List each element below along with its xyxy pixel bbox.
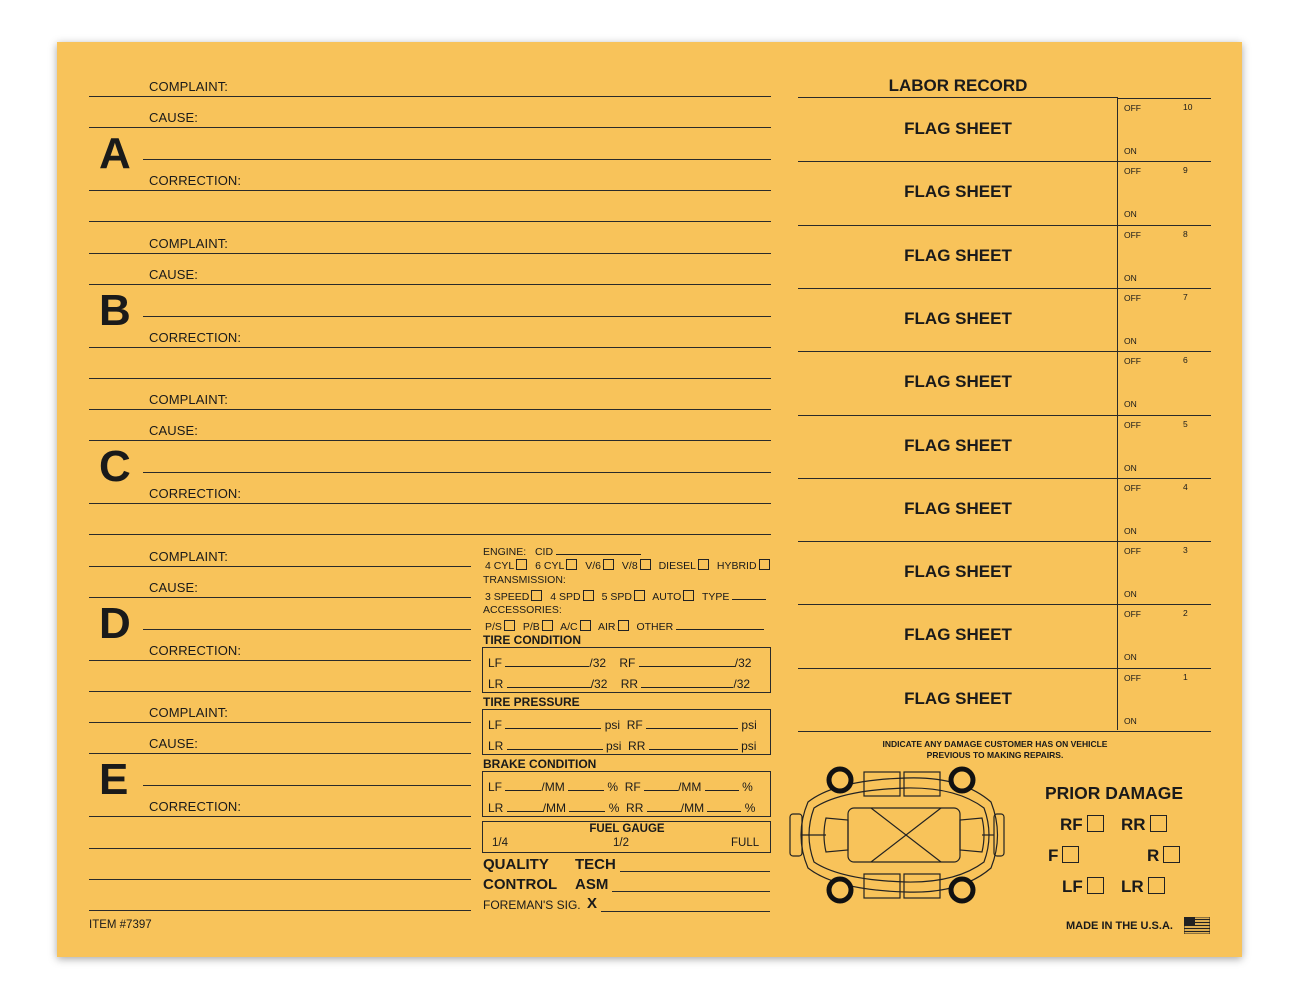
correction-label: CORRECTION: (149, 799, 242, 814)
on-label: ON (1124, 652, 1137, 663)
tp-rf-field[interactable] (646, 718, 738, 729)
flag-sheet-row-line[interactable] (798, 288, 1211, 289)
acc-other-field[interactable] (676, 619, 764, 630)
off-label: OFF (1124, 103, 1141, 113)
tire-press-front (488, 718, 757, 732)
bc-lf-label: LF (488, 780, 503, 794)
cid-field[interactable] (556, 544, 641, 555)
pd-r[interactable] (1147, 846, 1180, 866)
bc-rr-label: RR (626, 801, 644, 815)
section-a-line[interactable] (89, 221, 771, 222)
engine-hybrid-label: HYBRID (716, 560, 757, 572)
tech-label: TECH (575, 856, 616, 873)
on-label: ON (1124, 146, 1137, 156)
flag-sheet-row-line[interactable] (798, 604, 1211, 605)
cause-label: CAUSE: (149, 267, 199, 282)
damage-note (830, 739, 1160, 760)
tc-rf-label: RF (619, 656, 636, 670)
pd-lr-label: LR (1121, 877, 1144, 896)
pd-r-label: R (1147, 846, 1160, 865)
tp-lf-field[interactable] (505, 718, 601, 729)
bc-rr-pct: % (744, 801, 756, 815)
asm-label: ASM (575, 876, 609, 893)
accessories-options (485, 619, 764, 633)
tp-lf-unit: psi (604, 718, 621, 732)
flag-sheet-label: FLAG SHEET (904, 308, 1012, 328)
flag-sheet-row-line[interactable] (798, 225, 1211, 226)
acc-ps-checkbox[interactable] (504, 620, 515, 631)
acc-ac-checkbox[interactable] (580, 620, 591, 631)
front-bumper (790, 814, 802, 856)
complaint-label: COMPLAINT: (149, 236, 229, 251)
tc-rf-unit: /32 (734, 656, 752, 670)
section-b-line[interactable] (89, 378, 771, 379)
flag-number: 2 (1183, 608, 1188, 619)
engine-diesel-label: DIESEL (658, 560, 696, 572)
section-letter: D (99, 599, 131, 648)
on-label: ON (1124, 715, 1137, 726)
tire-cond-front (488, 656, 751, 670)
bc-lf-mm: /MM (541, 780, 565, 794)
tc-lr-field[interactable] (507, 677, 591, 688)
made-in-usa: MADE IN THE U.S.A. (1066, 920, 1173, 932)
off-label: OFF (1124, 482, 1141, 493)
trans-auto-checkbox[interactable] (683, 590, 694, 601)
trans-type-label: TYPE (701, 591, 730, 603)
pd-rr-checkbox[interactable] (1150, 815, 1167, 832)
flag-sheet-label: FLAG SHEET (904, 625, 1012, 645)
flag-number: 7 (1183, 291, 1188, 302)
flag-sheet-row-line[interactable] (798, 478, 1211, 479)
rear-window (960, 818, 984, 852)
engine-4cyl-checkbox[interactable] (516, 559, 527, 570)
tp-lr-unit: psi (606, 739, 622, 753)
foreman-signature-line[interactable] (601, 911, 770, 912)
off-label: OFF (1124, 419, 1141, 430)
on-label: ON (1124, 335, 1137, 346)
tp-rf-label: RF (626, 718, 643, 732)
section-b-line[interactable] (89, 253, 771, 254)
transmission-options (485, 589, 766, 603)
flag-number: 5 (1183, 418, 1188, 429)
flag-sheet-label: FLAG SHEET (904, 562, 1012, 582)
bc-rf-mm: /MM (678, 780, 702, 794)
tp-lr-label: LR (488, 739, 504, 753)
flag-sheet-label: FLAG SHEET (904, 119, 1012, 138)
labor-record-title: LABOR RECORD (888, 76, 1028, 95)
bc-lf-pct: % (607, 780, 619, 794)
pd-rr[interactable] (1121, 815, 1167, 835)
flag-sheet-label: FLAG SHEET (904, 245, 1012, 265)
section-e-line[interactable] (89, 816, 471, 817)
section-a-line[interactable] (89, 96, 771, 97)
fuel-half: 1/2 (613, 837, 629, 849)
quality-label: QUALITY (483, 856, 549, 873)
section-b-line[interactable] (89, 284, 771, 285)
engine-4cyl-label: 4 CYL (485, 560, 515, 572)
acc-pb-label: P/B (522, 621, 540, 633)
correction-label: CORRECTION: (149, 330, 242, 345)
off-label: OFF (1124, 292, 1141, 303)
off-label: OFF (1124, 609, 1141, 620)
bc-rf-mm-field[interactable] (644, 780, 678, 791)
tp-lf-label: LF (488, 718, 503, 732)
tp-lr-field[interactable] (507, 739, 603, 750)
section-e-extra-line[interactable] (89, 910, 471, 911)
engine-v6-label: V/6 (585, 560, 601, 572)
bc-rr-pct-field[interactable] (707, 801, 741, 812)
bc-rr-mm: /MM (680, 801, 705, 815)
off-label: OFF (1124, 546, 1141, 557)
tech-signature-line[interactable] (620, 871, 770, 872)
flag-number: 1 (1183, 671, 1188, 682)
engine-v8-label: V/8 (621, 560, 638, 572)
on-label: ON (1124, 525, 1137, 536)
pd-f-label: F (1048, 846, 1059, 865)
correction-label: CORRECTION: (149, 173, 242, 188)
rear-bumper (994, 814, 1004, 856)
item-number: ITEM #7397 (89, 919, 152, 931)
foreman-label: FOREMAN'S SIG. (483, 898, 581, 912)
engine-6cyl-label: 6 CYL (535, 560, 565, 572)
engine-v6-checkbox[interactable] (603, 559, 614, 570)
engine-row (483, 544, 641, 558)
section-c-line[interactable] (89, 503, 771, 504)
foreman-x: X (587, 895, 598, 912)
section-a-line[interactable] (143, 159, 771, 160)
section-c-line[interactable] (89, 440, 771, 441)
correction-label: CORRECTION: (149, 643, 242, 658)
pd-lf-label: LF (1062, 877, 1083, 896)
flag-number: 3 (1183, 545, 1188, 556)
flag-sheet-row-line[interactable] (798, 161, 1211, 162)
section-d-line[interactable] (89, 597, 471, 598)
accessories-title: ACCESSORIES: (483, 604, 562, 616)
flag-sheet-label: FLAG SHEET (904, 182, 1012, 202)
section-letter: C (99, 442, 131, 491)
on-label: ON (1124, 589, 1137, 600)
tp-rr-field[interactable] (649, 739, 738, 750)
bc-lr-label: LR (488, 801, 504, 815)
pd-lf[interactable] (1062, 877, 1104, 897)
on-label: ON (1124, 209, 1137, 220)
section-d-line[interactable] (89, 566, 471, 567)
left-door-rear (904, 772, 940, 796)
trans-4spd-label: 4 SPD (550, 591, 581, 603)
tc-rr-field[interactable] (641, 677, 733, 688)
trans-5spd-checkbox[interactable] (634, 590, 645, 601)
off-label: OFF (1124, 229, 1141, 240)
engine-cid-label: CID (534, 546, 554, 558)
acc-ac-label: A/C (560, 621, 578, 633)
fuel-gauge-title: FUEL GAUGE (589, 823, 665, 835)
section-d-line[interactable] (143, 629, 471, 630)
engine-hybrid-checkbox[interactable] (759, 559, 770, 570)
section-letter: E (99, 755, 129, 804)
trans-auto-label: AUTO (652, 591, 682, 603)
tc-lf-label: LF (488, 656, 503, 670)
engine-v8-checkbox[interactable] (640, 559, 651, 570)
section-a-line[interactable] (89, 127, 771, 128)
windshield (824, 818, 848, 852)
correction-label: CORRECTION: (149, 486, 242, 501)
acc-air-label: AIR (598, 621, 616, 633)
trans-5spd-label: 5 SPD (601, 591, 632, 603)
pd-lr[interactable] (1121, 877, 1165, 897)
section-e-extra-line[interactable] (89, 848, 471, 849)
pd-rr-label: RR (1121, 815, 1146, 834)
flag-sheet-row-line[interactable] (798, 541, 1211, 542)
on-label: ON (1124, 462, 1137, 473)
flag-sheet-row-line[interactable] (798, 415, 1211, 416)
section-e-line[interactable] (89, 753, 471, 754)
pd-rf-label: RF (1060, 815, 1083, 834)
bc-lr-mm-field[interactable] (507, 801, 543, 812)
bc-lr-pct-field[interactable] (569, 801, 605, 812)
tc-rr-unit: /32 (733, 677, 751, 691)
us-flag-icon (1184, 917, 1210, 934)
right-door-rear (904, 874, 940, 898)
damage-note-line1: INDICATE ANY DAMAGE CUSTOMER HAS ON VEHICLE (882, 739, 1108, 749)
car-roof (848, 808, 960, 862)
flag-sheet-label: FLAG SHEET (904, 688, 1012, 708)
right-door-front (864, 874, 900, 898)
engine-options (485, 559, 775, 572)
section-c-line[interactable] (143, 472, 771, 473)
wheel-rr (951, 879, 973, 901)
bc-lf-mm-field[interactable] (505, 780, 541, 791)
section-c-line[interactable] (89, 409, 771, 410)
asm-signature-line[interactable] (612, 891, 770, 892)
bc-rf-pct: % (742, 780, 753, 794)
section-e-line[interactable] (143, 785, 471, 786)
wheel-lf (829, 769, 851, 791)
section-d-line[interactable] (89, 660, 471, 661)
engine-6cyl-checkbox[interactable] (566, 559, 577, 570)
bc-rf-pct-field[interactable] (705, 780, 739, 791)
off-label: OFF (1124, 166, 1141, 177)
tp-rr-label: RR (628, 739, 646, 753)
control-label: CONTROL (483, 876, 558, 893)
off-label: OFF (1124, 672, 1141, 683)
pd-lf-checkbox[interactable] (1087, 877, 1104, 894)
trans-type-field[interactable] (732, 589, 766, 600)
acc-other-label: OTHER (636, 621, 674, 633)
flag-sheet-row-line[interactable] (798, 351, 1211, 352)
damage-note-line2: PREVIOUS TO MAKING REPAIRS. (926, 749, 1064, 760)
vehicle-damage-diagram[interactable] (786, 762, 1008, 908)
pd-rf[interactable] (1060, 815, 1104, 835)
bc-lr-mm: /MM (542, 801, 567, 815)
fuel-quarter: 1/4 (492, 837, 508, 849)
acc-ps-label: P/S (485, 621, 502, 633)
pd-rf-checkbox[interactable] (1087, 815, 1104, 832)
on-label: ON (1124, 272, 1137, 283)
flag-sheet-label: FLAG SHEET (904, 498, 1012, 518)
tc-lf-unit: /32 (589, 656, 607, 670)
transmission-title: TRANSMISSION: (483, 574, 566, 586)
section-letter: A (99, 129, 131, 178)
section-e-extra-line[interactable] (89, 879, 471, 880)
bc-rf-label: RF (624, 780, 641, 794)
car-body-inner (809, 788, 989, 882)
bc-lf-pct-field[interactable] (568, 780, 604, 791)
labor-record-underline (798, 97, 1118, 98)
tc-rr-label: RR (620, 677, 639, 691)
section-e-line[interactable] (89, 722, 471, 723)
complaint-label: COMPLAINT: (149, 392, 229, 407)
pd-lr-checkbox[interactable] (1148, 877, 1165, 894)
flag-number: 6 (1183, 355, 1188, 366)
section-d-line[interactable] (89, 691, 471, 692)
flag-number: 4 (1183, 481, 1188, 492)
tp-rf-unit: psi (741, 718, 757, 732)
brake-condition-title: BRAKE CONDITION (483, 757, 597, 771)
brake-front (488, 780, 753, 794)
tc-lf-field[interactable] (505, 656, 589, 667)
left-door-front (864, 772, 900, 796)
brake-rear (488, 801, 755, 815)
tire-cond-rear (488, 677, 750, 691)
fuel-full: FULL (731, 837, 760, 849)
trans-3speed-checkbox[interactable] (531, 590, 542, 601)
tc-lr-label: LR (488, 677, 504, 691)
cause-label: CAUSE: (149, 423, 199, 438)
car-body-outline (801, 778, 998, 892)
flag-sheet-row-line[interactable] (798, 731, 1211, 732)
trans-4spd-checkbox[interactable] (583, 590, 594, 601)
wheel-lr (951, 769, 973, 791)
flag-number: 8 (1183, 228, 1188, 239)
on-label: ON (1124, 399, 1137, 410)
section-letter: B (99, 286, 131, 335)
bc-lr-pct: % (608, 801, 620, 815)
engine-diesel-checkbox[interactable] (698, 559, 709, 570)
cause-label: CAUSE: (149, 736, 199, 751)
tire-press-rear (488, 739, 756, 753)
trans-3speed-label: 3 SPEED (485, 591, 530, 603)
complaint-label: COMPLAINT: (149, 79, 229, 94)
flag-number: 9 (1183, 165, 1188, 176)
section-b-line[interactable] (89, 347, 771, 348)
tc-rf-field[interactable] (639, 656, 735, 667)
off-label: OFF (1124, 356, 1141, 367)
section-b-line[interactable] (143, 316, 771, 317)
time-column-top-line (1117, 98, 1211, 99)
section-a-line[interactable] (89, 190, 771, 191)
engine-title: ENGINE: (483, 546, 527, 558)
complaint-label: COMPLAINT: (149, 549, 229, 564)
tc-lr-unit: /32 (590, 677, 608, 691)
acc-air-checkbox[interactable] (618, 620, 629, 631)
flag-sheet-label: FLAG SHEET (904, 372, 1012, 392)
tire-pressure-title: TIRE PRESSURE (483, 695, 580, 709)
tire-condition-title: TIRE CONDITION (483, 633, 581, 647)
pd-f[interactable] (1048, 846, 1079, 866)
acc-pb-checkbox[interactable] (542, 620, 553, 631)
pd-f-checkbox[interactable] (1062, 846, 1079, 863)
bc-rr-mm-field[interactable] (647, 801, 681, 812)
prior-damage-title: PRIOR DAMAGE (1045, 783, 1184, 803)
flag-number: 10 (1183, 102, 1193, 112)
flag-sheet-row-line[interactable] (798, 668, 1211, 669)
complaint-label: COMPLAINT: (149, 705, 229, 720)
section-c-line[interactable] (89, 534, 771, 535)
pd-r-checkbox[interactable] (1163, 846, 1180, 863)
cause-label: CAUSE: (149, 110, 199, 125)
flag-sheet-label: FLAG SHEET (904, 435, 1012, 455)
tp-rr-unit: psi (741, 739, 757, 753)
wheel-rf (829, 879, 851, 901)
cause-label: CAUSE: (149, 580, 199, 595)
